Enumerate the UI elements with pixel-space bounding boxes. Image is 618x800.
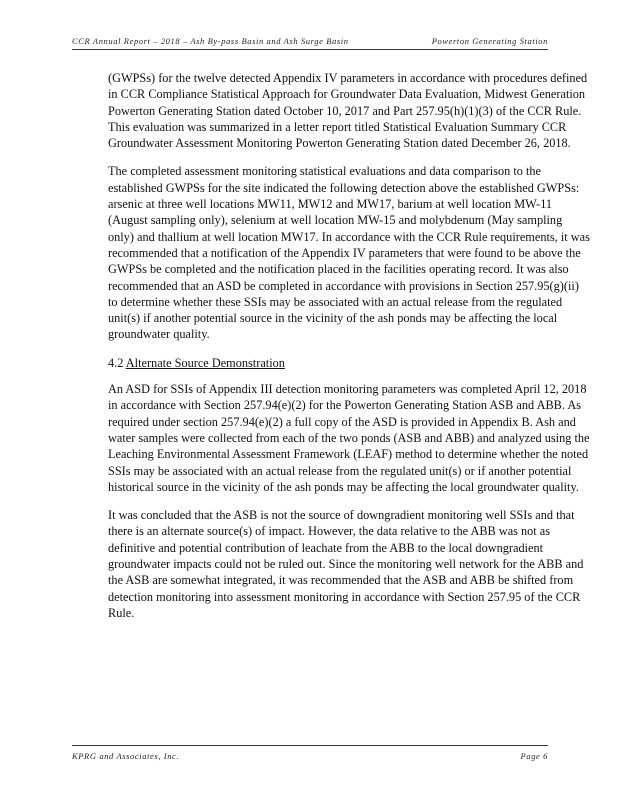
section-title: Alternate Source Demonstration — [125, 355, 285, 370]
paragraph-gwps-evaluation: (GWPSs) for the twelve detected Appendix IV parameters in accordance with procedures defined in CCR Compliance Statistical Approach for Groundwater Data Evaluation, Midwest Generation Powerton Generating Station dated October 10, 2017 and Part 257.95(h)(1)(3) of the CCR Rule. This evaluation was summarized in a letter report titled Statistical Evaluation Summary CCR Groundwater Assessment Monitoring Powerton Generating Station dated December 26, 2018. — [108, 71, 588, 151]
footer-rule — [72, 745, 548, 746]
header-title: CCR Annual Report – 2018 – Ash By-pass Basin and Ash Surge Basin — [72, 36, 349, 46]
page-number: Page 6 — [520, 751, 548, 761]
paragraph-asd-completed: An ASD for SSIs of Appendix III detection monitoring parameters was completed April 12, 2018 in accordance with Section 257.94(e)(2) for the Powerton Generating Station ASB and ABB. As required under section 257.94(e)(2) a full copy of the ASD is provided in Appendix B. Ash and water samples were collected from each of the two ponds (ASB and ABB) and analyzed using the Leaching Environmental Assessment Framework (LEAF) method to determine whether the noted SSIs may be associated with an actual release from the regulated unit(s) or if another potential historical source in the vicinity of the ash ponds may be affecting the local groundwater quality. — [108, 382, 590, 494]
header-facility: Powerton Generating Station — [431, 36, 548, 46]
paragraph-asd-conclusion: It was concluded that the ASB is not the source of downgradient monitoring well SSIs and that there is an alternate source(s) of impact. However, the data relative to the ABB was not as definitive and potential contribution of leachate from the ABB to the local downgradient groundwater impacts could not be ruled out. Since the monitoring well network for the ABB and the ASB are somewhat integrated, it was recommended that the ASB and ABB be shifted from detection monitoring into assessment monitoring in accordance with Section 257.95 of the CCR Rule. — [108, 508, 584, 620]
section-number: 4.2 — [108, 355, 124, 370]
section-heading — [108, 355, 590, 371]
paragraph-assessment-results: The completed assessment monitoring statistical evaluations and data comparison to the established GWPSs for the site indicated the following detection above the established GWPSs: arsenic at three well locations MW11, MW12 and MW17, barium at well location MW-11 (August sampling only), selenium at well location MW-15 and molybdenum (May sampling only) and thallium at well location MW17. In accordance with the CCR Rule requirements, it was recommended that a notification of the Appendix IV parameters that were found to be above the GWPSs be completed and the notification placed in the facilities operating record. It was also recommended that an ASD be completed in accordance with provisions in Section 257.95(g)(ii) to determine whether these SSIs may be associated with an actual release from the regulated unit(s) if another potential source in the vicinity of the ash ponds may be affecting the local groundwater quality. — [108, 164, 590, 342]
header-rule — [72, 49, 548, 50]
document-body — [108, 70, 590, 633]
footer-company: KPRG and Associates, Inc. — [72, 751, 180, 761]
